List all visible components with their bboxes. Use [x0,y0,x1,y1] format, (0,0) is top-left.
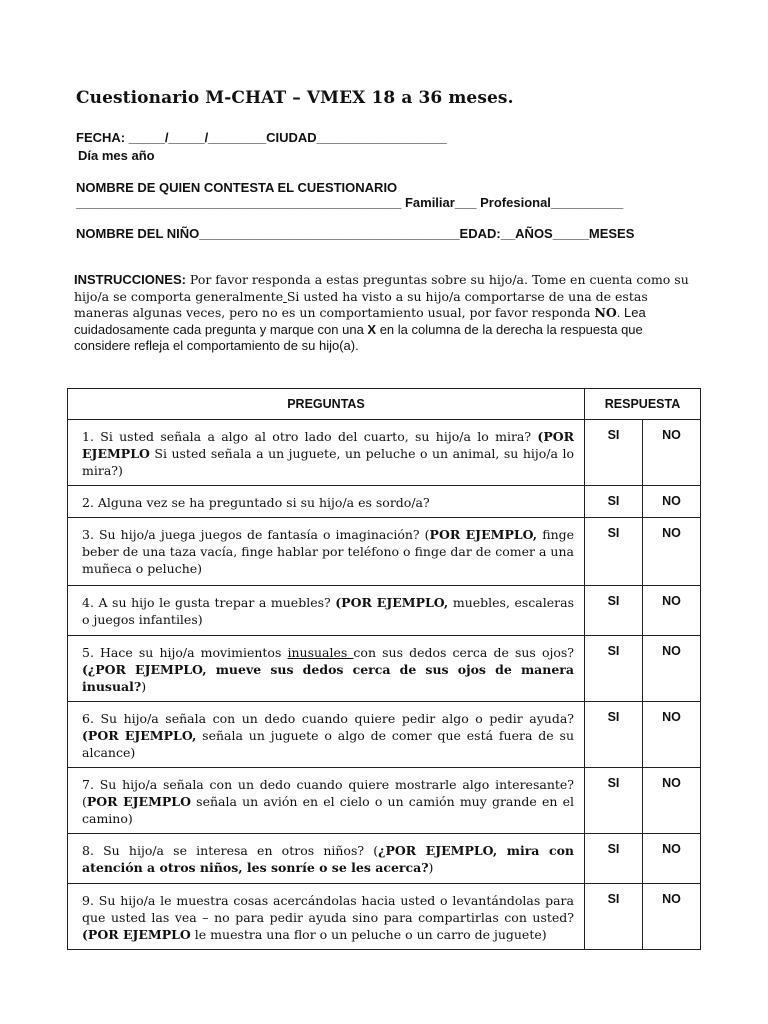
question-middle: con sus dedos cerca de sus ojos? [353,645,574,660]
table-row [68,636,701,702]
question-text [68,486,585,518]
instructions-text-2: Si usted ha visto a su hijo/a comportarse de una de estas maneras algunas veces, pero no es un comportamiento usual, por favor responda [74,288,648,320]
instructions-label: INSTRUCCIONES: [74,272,186,287]
question-suffix: ) [428,860,434,875]
answer-si[interactable]: SI [585,420,643,486]
question-text [68,834,585,884]
question-text [68,702,585,768]
answer-si[interactable]: SI [585,884,643,950]
question-prefix: 8. Su hijo/a se interesa en otros niños? ( [82,843,379,858]
question-prefix: 3. Su hijo/a juega juegos de fantasía o imaginación? ( [82,527,430,542]
question-example-bold: POR EJEMPLO [86,794,191,809]
table-row [68,420,701,486]
question-text [68,586,585,636]
question-suffix: señala un avión en el cielo o un camión muy grande en el camino) [82,794,574,826]
instructions-text-4: en la columna de la derecha la respuesta que considere refleja el comportamiento de su hijo(a). [74,321,643,353]
question-suffix: finge beber de una taza vacía, finge hablar por teléfono o finge dar de comer a una muñeca o peluche) [82,527,575,576]
respondent-name-label: NOMBRE DE QUIEN CONTESTA EL CUESTIONARIO [76,180,398,195]
table-row [68,702,701,768]
question-prefix: 7. Su hijo/a señala con un dedo cuando quiere mostrarle algo interesante? ( [82,777,574,809]
question-prefix: 9. Su hijo/a le muestra cosas acercándolas hacia usted o levantándolas para que usted las vea – no para pedir ayuda sino para compartirlas con usted? [82,893,574,925]
answer-si[interactable]: SI [585,702,643,768]
table-row [68,768,701,834]
question-example-bold: (POR EJEMPLO, [335,595,449,610]
date-city-field: FECHA: _____/_____/________CIUDAD__________________ [76,130,447,145]
answer-si[interactable]: SI [585,636,643,702]
question-example-bold: (POR EJEMPLO, [82,728,197,743]
page-title: Cuestionario M-CHAT – VMEX 18 a 36 meses. [76,88,514,108]
answer-no[interactable]: NO [643,702,701,768]
question-example-bold: POR EJEMPLO, [429,527,538,542]
answer-no[interactable]: NO [643,768,701,834]
question-prefix: 5. Hace su hijo/a movimientos [82,645,288,660]
question-example-bold: (POR EJEMPLO [82,927,191,942]
question-suffix: señala un juguete o algo de comer que está fuera de su alcance) [82,728,574,760]
question-text [68,768,585,834]
question-text [68,884,585,950]
answer-si[interactable]: SI [585,586,643,636]
answer-no[interactable]: NO [643,486,701,518]
answer-no[interactable]: NO [643,518,701,586]
header-questions: PREGUNTAS [68,389,585,420]
table-header-row [68,389,701,420]
question-text [68,518,585,586]
question-example-bold: (POR EJEMPLO [82,429,574,461]
answer-no[interactable]: NO [643,884,701,950]
instructions-no: NO [594,305,617,320]
question-text [68,420,585,486]
answer-no[interactable]: NO [643,586,701,636]
table-row [68,586,701,636]
question-prefix: 4. A su hijo le gusta trepar a muebles? [82,595,336,610]
instructions-text-1: Por favor responda a estas preguntas sobre su hijo/a. Tome en cuenta como su hijo/a se comporta generalmente [74,272,689,304]
answer-no[interactable]: NO [643,834,701,884]
table-row [68,884,701,950]
question-suffix: Si usted señala a un juguete, un peluche o un animal, su hijo/a lo mira?) [82,446,574,478]
question-suffix: le muestra una flor o un peluche o un carro de juguete) [190,927,547,942]
questions-table [67,388,701,950]
question-suffix: ) [141,679,147,694]
question-prefix: 2. Alguna vez se ha preguntado si su hijo/a es sordo/a? [82,495,430,510]
answer-si[interactable]: SI [585,486,643,518]
question-prefix: 1. Si usted señala a algo al otro lado del cuarto, su hijo/a lo mira? [82,429,538,444]
answer-no[interactable]: NO [643,420,701,486]
child-name-age-field: NOMBRE DEL NIÑO____________________________________EDAD:__AÑOS_____MESES [76,226,635,241]
table-row [68,486,701,518]
respondent-name-field: _____________________________________________ Familiar___ Profesional__________ [76,195,624,210]
instructions-text-3: . Lea cuidadosamente cada pregunta y marque con una [74,305,646,337]
date-format-label: Día mes año [78,148,155,163]
header-answer: RESPUESTA [585,389,701,420]
question-prefix: 6. Su hijo/a señala con un dedo cuando quiere pedir algo o pedir ayuda? [82,711,574,726]
question-text [68,636,585,702]
answer-si[interactable]: SI [585,768,643,834]
answer-si[interactable]: SI [585,518,643,586]
table-row [68,834,701,884]
table-row [68,518,701,586]
question-underlined: inusuales [287,645,354,660]
question-suffix: muebles, escaleras o juegos infantiles) [82,595,574,627]
question-example-bold: ¿POR EJEMPLO, mira con atención a otros niños, les sonríe o se les acerca? [82,843,574,875]
answer-no[interactable]: NO [643,636,701,702]
question-example-bold: (¿POR EJEMPLO, mueve sus dedos cerca de sus ojos de manera inusual? [82,662,574,694]
instructions-x: X [367,321,377,337]
instructions [74,272,694,355]
answer-si[interactable]: SI [585,834,643,884]
